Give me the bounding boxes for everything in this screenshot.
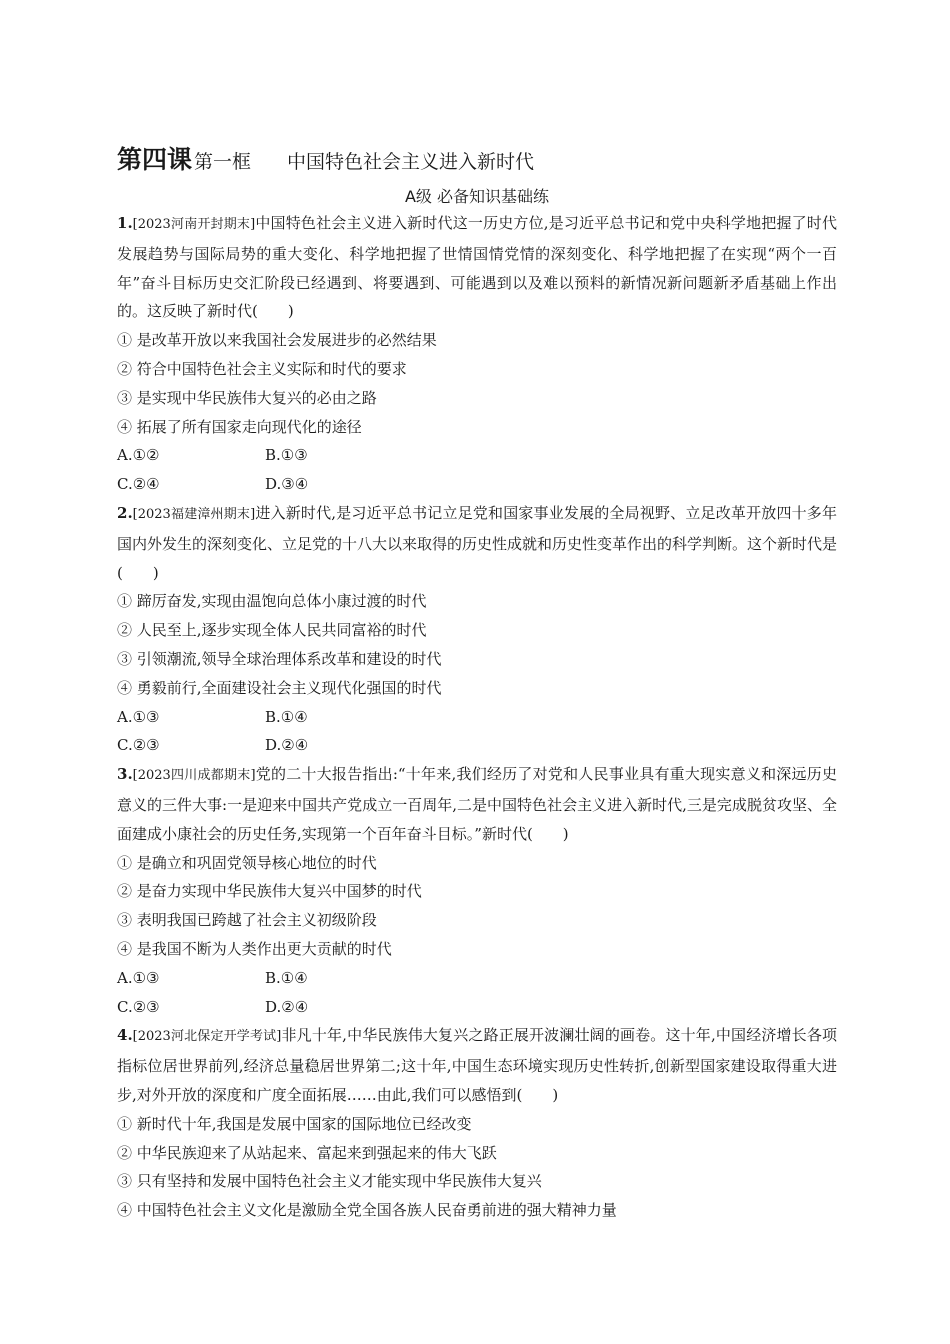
choice-a[interactable]: A.①③ — [117, 707, 160, 726]
choice-c[interactable]: C.②③ — [117, 736, 160, 755]
question-number: 1 — [117, 214, 128, 232]
choice-c[interactable]: C.②④ — [117, 475, 160, 494]
question-stem: 4.[2023河北保定开学考试]非凡十年,中华民族伟大复兴之路正展开波澜壮阔的画卷。这十年,中国经济增长各项指标位居世界前列,经济总量稳居世界第二;这十年,中国生态环境实现历史性转折,创新型国家建设取得重大进步,对外开放的深度和广度全面拓展……由此,我们可以感悟到( ) — [117, 1026, 838, 1104]
statement: ① 是确立和巩固党领导核心地位的时代 — [117, 853, 377, 872]
question-text: 进入新时代,是习近平总书记立足党和国家事业发展的全局视野、立足改革开放四十多年国内外发生的深刻变化、立足党的十八大以来取得的历史性成就和历史性变革作出的科学判断。这个新时代是( ) — [117, 503, 838, 582]
choice-b[interactable]: B.①④ — [265, 968, 308, 987]
choice-a[interactable]: A.①② — [117, 446, 160, 465]
statement: ④ 勇毅前行,全面建设社会主义现代化强国的时代 — [117, 678, 442, 697]
lesson-label: 第四课 — [117, 145, 193, 174]
question-number: 4 — [117, 1026, 128, 1045]
frame-label: 第一框 — [194, 151, 252, 173]
page-title — [117, 140, 837, 176]
statement: ② 符合中国特色社会主义实际和时代的要求 — [117, 359, 407, 378]
statement: ② 中华民族迎来了从站起来、富起来到强起来的伟大飞跃 — [117, 1143, 497, 1162]
statement: ③ 表明我国已跨越了社会主义初级阶段 — [117, 911, 377, 930]
question-stem: 1.[2023河南开封期末]中国特色社会主义进入新时代这一历史方位,是习近平总书记和党中央科学地把握了时代发展趋势与国际局势的重大变化、科学地把握了世情国情党情的深刻变化、科学地把握了在实现“两个一百年”奋斗目标历史交汇阶段已经遇到、将要遇到、可能遇到以及难以预料的新情况新问题新矛盾基础上作出的。这反映了新时代( ) — [117, 214, 837, 321]
question-source: [2023河南开封期末] — [132, 217, 256, 232]
choice-d[interactable]: D.②④ — [265, 997, 309, 1016]
question-text: 非凡十年,中华民族伟大复兴之路正展开波澜壮阔的画卷。这十年,中国经济增长各项指标位居世界前列,经济总量稳居世界第二;这十年,中国生态环境实现历史性转折,创新型国家建设取得重大进步,对外开放的深度和广度全面拓展……由此,我们可以感悟到( ) — [117, 1026, 838, 1104]
statement: ① 新时代十年,我国是发展中国家的国际地位已经改变 — [117, 1114, 472, 1133]
question-number: 3 — [117, 765, 128, 784]
choice-b[interactable]: B.①④ — [265, 707, 308, 726]
choice-d[interactable]: D.②④ — [265, 736, 309, 755]
question-4 — [117, 1021, 837, 1225]
question-text: 党的二十大报告指出:“十年来,我们经历了对党和人民事业具有重大现实意义和深远历史意义的三件大事:一是迎来中国共产党成立一百周年,二是中国特色社会主义进入新时代,三是完成脱贫攻坚、全面建成小康社会的历史任务,实现第一个百年奋斗目标。”新时代( ) — [117, 765, 837, 843]
question-source: [2023福建漳州期末] — [132, 506, 256, 522]
question-source: [2023河北保定开学考试] — [132, 1029, 282, 1045]
statement: ③ 只有坚持和发展中国特色社会主义才能实现中华民族伟大复兴 — [117, 1172, 542, 1191]
worksheet-page — [117, 140, 837, 1225]
question-2 — [117, 499, 837, 760]
question-stem: 3.[2023四川成都期末]党的二十大报告指出:“十年来,我们经历了对党和人民事业具有重大现实意义和深远历史意义的三件大事:一是迎来中国共产党成立一百周年,二是中国特色社会主义进入新时代,三是完成脱贫攻坚、全面建成小康社会的历史任务,实现第一个百年奋斗目标。”新时代( ) — [117, 765, 837, 843]
answer-choices — [117, 703, 837, 761]
statement: ④ 拓展了所有国家走向现代化的途径 — [117, 417, 362, 436]
question-1 — [117, 209, 837, 499]
statement: ③ 引领潮流,领导全球治理体系改革和建设的时代 — [117, 649, 442, 668]
statement: ④ 中国特色社会主义文化是激励全党全国各族人民奋勇前进的强大精神力量 — [117, 1201, 617, 1220]
statement: ③ 是实现中华民族伟大复兴的必由之路 — [117, 388, 377, 407]
question-text: 中国特色社会主义进入新时代这一历史方位,是习近平总书记和党中央科学地把握了时代发展趋势与国际局势的重大变化、科学地把握了世情国情党情的深刻变化、科学地把握了在实现“两个一百年”奋斗目标历史交汇阶段已经遇到、将要遇到、可能遇到以及难以预料的新情况新问题新矛盾基础上作出的。这反映了新时代( ) — [117, 214, 837, 321]
level-heading: A级 必备知识基础练 — [404, 187, 550, 206]
choice-c[interactable]: C.②③ — [117, 997, 160, 1016]
answer-choices — [117, 441, 837, 499]
statement: ④ 是我国不断为人类作出更大贡献的时代 — [117, 939, 392, 958]
question-source: [2023四川成都期末] — [132, 768, 256, 784]
statement: ② 是奋力实现中华民族伟大复兴中国梦的时代 — [117, 882, 422, 901]
choice-d[interactable]: D.③④ — [265, 475, 309, 494]
question-stem: 2.[2023福建漳州期末]进入新时代,是习近平总书记立足党和国家事业发展的全局视野、立足改革开放四十多年国内外发生的深刻变化、立足党的十八大以来取得的历史性成就和历史性变革作出的科学判断。这个新时代是( ) — [117, 503, 838, 582]
question-3 — [117, 760, 837, 1021]
answer-choices — [117, 964, 837, 1022]
choice-b[interactable]: B.①③ — [265, 446, 308, 465]
statement: ① 是改革开放以来我国社会发展进步的必然结果 — [117, 331, 437, 350]
choice-a[interactable]: A.①③ — [117, 968, 160, 987]
question-number: 2 — [117, 503, 128, 522]
statement: ① 蹄厉奋发,实现由温饱向总体小康过渡的时代 — [117, 592, 427, 611]
topic-title: 中国特色社会主义进入新时代 — [287, 151, 535, 173]
statement: ② 人民至上,逐步实现全体人民共同富裕的时代 — [117, 621, 427, 640]
